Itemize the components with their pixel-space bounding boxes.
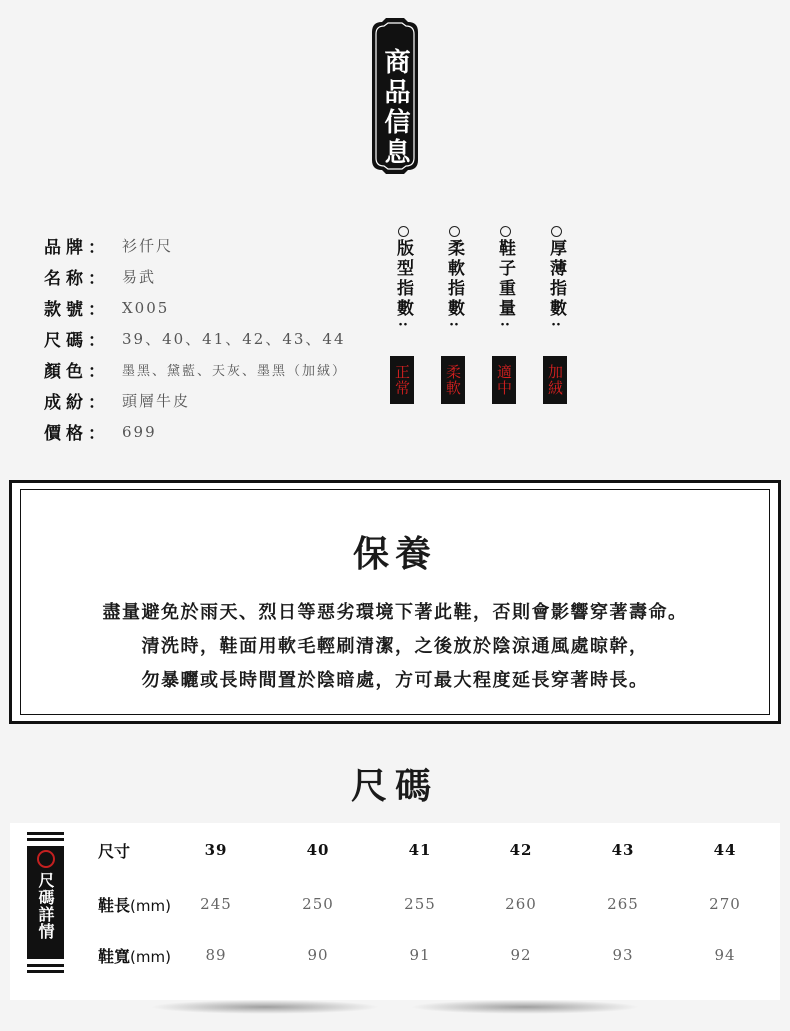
table-cell: 94 bbox=[714, 946, 736, 964]
info-row-model bbox=[44, 292, 347, 323]
indicator-softness bbox=[441, 226, 467, 396]
table-cell: 41 bbox=[408, 841, 432, 859]
tag-bar bbox=[27, 838, 64, 841]
table-cell: 90 bbox=[307, 946, 329, 964]
circle-icon bbox=[449, 226, 460, 237]
table-cell: 39 bbox=[204, 841, 228, 859]
info-row-brand bbox=[44, 230, 347, 261]
info-row-price bbox=[44, 416, 347, 447]
care-title: 保養 bbox=[352, 533, 437, 575]
decorative-shadow bbox=[150, 1000, 380, 1014]
indicator-dots: ·· bbox=[500, 317, 510, 333]
info-value: X005 bbox=[122, 298, 170, 317]
indicator-label: 鞋子重量 bbox=[495, 239, 515, 319]
page-title: 商品信息 bbox=[380, 48, 410, 168]
table-cell: 91 bbox=[409, 946, 431, 964]
table-cell: 43 bbox=[611, 841, 635, 859]
info-label: 款號： bbox=[44, 300, 110, 320]
info-value: 易武 bbox=[122, 268, 157, 286]
table-cell: 92 bbox=[510, 946, 532, 964]
info-label: 成紛： bbox=[44, 393, 110, 413]
info-value: 699 bbox=[122, 422, 157, 441]
info-row-name bbox=[44, 261, 347, 292]
ring-icon bbox=[37, 850, 55, 868]
table-cell: 260 bbox=[505, 895, 537, 913]
circle-icon bbox=[398, 226, 409, 237]
indicator-value: 正常 bbox=[390, 356, 414, 404]
info-row-colors bbox=[44, 354, 347, 385]
table-cell: 265 bbox=[607, 895, 639, 913]
info-label: 名称： bbox=[44, 269, 110, 289]
size-detail-tag bbox=[27, 832, 64, 973]
tag-bar bbox=[27, 832, 64, 835]
info-label: 尺碼： bbox=[44, 331, 110, 351]
info-label: 品牌： bbox=[44, 238, 110, 258]
indicator-label: 柔軟指數 bbox=[444, 239, 464, 319]
table-cell: 255 bbox=[404, 895, 436, 913]
info-value: 衫仟尺 bbox=[122, 237, 174, 255]
indicator-value: 柔軟 bbox=[441, 356, 465, 404]
table-cell: 44 bbox=[713, 841, 737, 859]
row-label: 鞋長(mm) bbox=[98, 895, 171, 915]
size-chart-card bbox=[10, 823, 780, 1000]
tag-bar bbox=[27, 970, 64, 973]
info-value: 頭層牛皮 bbox=[122, 392, 191, 410]
table-cell: 42 bbox=[509, 841, 533, 859]
indicator-thickness bbox=[543, 226, 569, 396]
row-label: 鞋寬(mm) bbox=[98, 946, 171, 966]
care-box bbox=[9, 480, 781, 724]
indicator-dots: ·· bbox=[551, 317, 561, 333]
care-box-inner-border bbox=[20, 489, 770, 715]
tag-bar bbox=[27, 964, 64, 967]
tag-body bbox=[27, 846, 64, 959]
indicator-dots: ·· bbox=[398, 317, 408, 333]
circle-icon bbox=[551, 226, 562, 237]
care-text bbox=[21, 596, 769, 698]
indicator-label: 版型指數 bbox=[393, 239, 413, 319]
indicator-value: 加絨 bbox=[543, 356, 567, 404]
row-label: 尺寸 bbox=[98, 841, 131, 861]
product-info-list bbox=[44, 230, 347, 447]
indicator-fit bbox=[390, 226, 416, 396]
info-row-material bbox=[44, 385, 347, 416]
care-line: 清洗時，鞋面用軟毛輕刷清潔，之後放於陰涼通風處晾幹， bbox=[141, 636, 649, 657]
circle-icon bbox=[500, 226, 511, 237]
info-value: 39、40、41、42、43、44 bbox=[122, 330, 346, 348]
size-title: 尺碼 bbox=[350, 765, 439, 807]
indicator-weight bbox=[492, 226, 518, 396]
indicator-label: 厚薄指數 bbox=[546, 239, 566, 319]
indicator-dots: ·· bbox=[449, 317, 459, 333]
info-label: 價格： bbox=[44, 424, 110, 444]
info-value: 墨黑、黛藍、天灰、墨黑（加絨） bbox=[122, 364, 348, 379]
table-cell: 89 bbox=[205, 946, 227, 964]
table-cell: 250 bbox=[302, 895, 334, 913]
indicator-value: 適中 bbox=[492, 356, 516, 404]
table-cell: 245 bbox=[200, 895, 232, 913]
info-label: 顏色： bbox=[44, 362, 110, 382]
tag-label: 尺碼詳情 bbox=[36, 872, 55, 940]
title-plaque bbox=[364, 18, 426, 174]
table-cell: 93 bbox=[612, 946, 634, 964]
care-line: 盡量避免於雨天、烈日等惡劣環境下著此鞋，否則會影響穿著壽命。 bbox=[102, 602, 688, 623]
decorative-shadow bbox=[410, 1000, 640, 1014]
table-cell: 270 bbox=[709, 895, 741, 913]
care-line: 勿暴曬或長時間置於陰暗處，方可最大程度延長穿著時長。 bbox=[141, 670, 649, 691]
info-row-sizes bbox=[44, 323, 347, 354]
table-cell: 40 bbox=[306, 841, 330, 859]
